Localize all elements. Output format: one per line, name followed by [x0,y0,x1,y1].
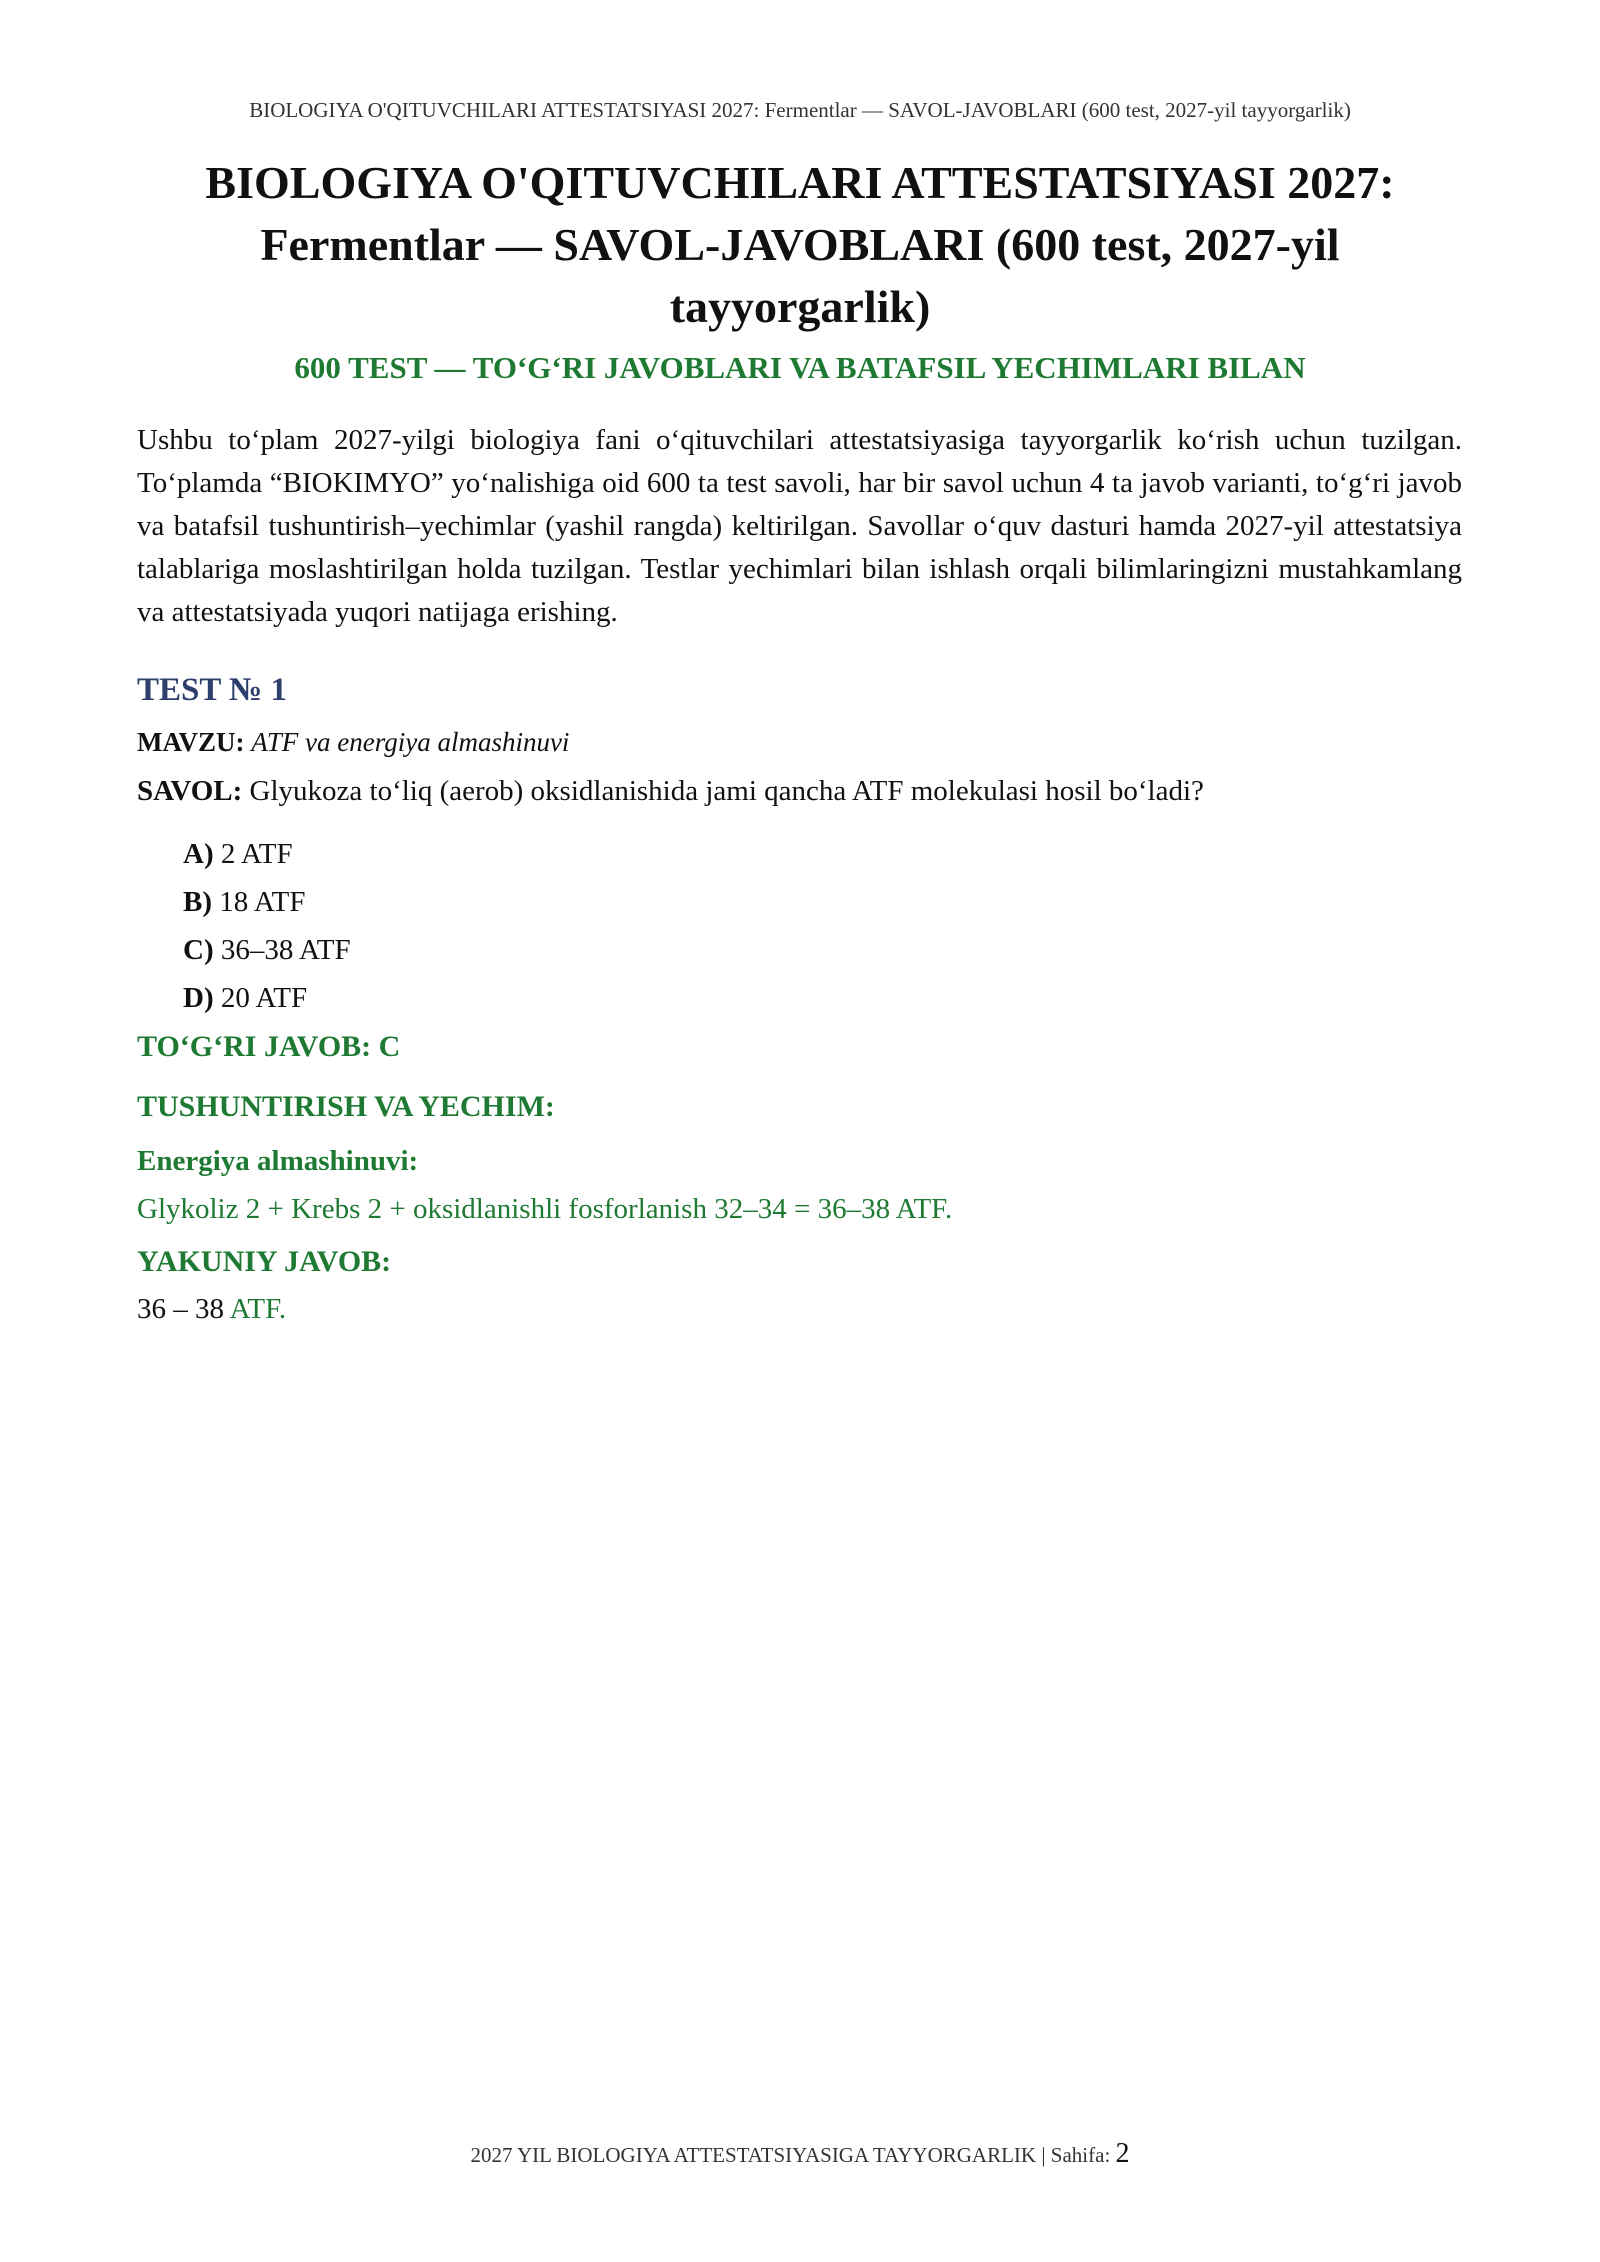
document-title: BIOLOGIYA O'QITUVCHILARI ATTESTATSIYASI 2027: Fermentlar — SAVOL-JAVOBLARI (600 test, 2027-yil tayyorgarlik) [205,157,1395,332]
footer-text: 2027 YIL BIOLOGIYA ATTESTATSIYASIGA TAYYORGARLIK [470,2143,1037,2167]
topic-label: MAVZU: [137,727,245,757]
option-a [183,830,351,878]
option-text: 18 ATF [219,886,306,918]
energy-text: Glykoliz 2 + Krebs 2 + oksidlanishli fosforlanish 32–34 = 36–38 ATF. [137,1193,953,1225]
answer-options [183,830,351,1022]
question-label: SAVOL: [137,775,243,807]
page-label: Sahifa: [1050,2143,1111,2167]
topic-value: ATF va energiya almashinuvi [251,727,570,757]
option-b [183,878,351,926]
document-subtitle: 600 TEST — TO‘G‘RI JAVOBLARI VA BATAFSIL YECHIMLARI BILAN [294,350,1306,385]
option-text: 2 ATF [220,838,293,870]
energy-heading: Energiya almashinuvi: [137,1145,419,1177]
topic-line [137,727,569,758]
footer-separator: | [1041,2143,1046,2167]
final-answer-number: 36 – 38 [137,1293,224,1325]
correct-answer: TO‘G‘RI JAVOB: C [137,1030,401,1063]
explanation-heading: TUSHUNTIRISH VA YECHIM: [137,1090,555,1123]
option-key: D) [183,982,214,1014]
option-c [183,926,351,974]
option-key: C) [183,934,214,966]
option-text: 36–38 ATF [220,934,351,966]
final-answer-heading: YAKUNIY JAVOB: [137,1245,392,1278]
option-text: 20 ATF [220,982,308,1014]
final-answer-value [137,1293,286,1326]
final-answer-unit: ATF. [229,1293,287,1325]
option-key: A) [183,838,214,870]
question-line [137,775,1462,808]
running-header: BIOLOGIYA O'QITUVCHILARI ATTESTATSIYASI 2027: Fermentlar — SAVOL-JAVOBLARI (600 test, 2027-yil tayyorgarlik) [249,98,1351,122]
question-text: Glyukoza to‘liq (aerob) oksidlanishida jami qancha ATF molekulasi hosil bo‘ladi? [249,775,1204,807]
intro-paragraph: Ushbu to‘plam 2027-yilgi biologiya fani o‘qituvchilari attestatsiyasiga tayyorgarlik ko‘rish uchun tuzilgan. To‘plamda “BIOKIMYO” yo‘nalishiga oid 600 ta test savoli, har bir savol uchun 4 ta javob varianti, to‘g‘ri javob va batafsil tushuntirish–yechimlar (yashil rangda) keltirilgan. Savollar o‘quv dasturi hamda 2027-yil attestatsiya talablariga moslashtirilgan holda tuzilgan. Testlar yechimlari bilan ishlash orqali bilimlaringizni mustahkamlang va attestatsiyada yuqori natijaga erishing. [137,424,1462,628]
page-footer [0,2138,1600,2170]
option-d [183,974,351,1022]
test-heading: TEST № 1 [137,672,287,708]
option-key: B) [183,886,212,918]
page-number: 2 [1115,2138,1130,2169]
